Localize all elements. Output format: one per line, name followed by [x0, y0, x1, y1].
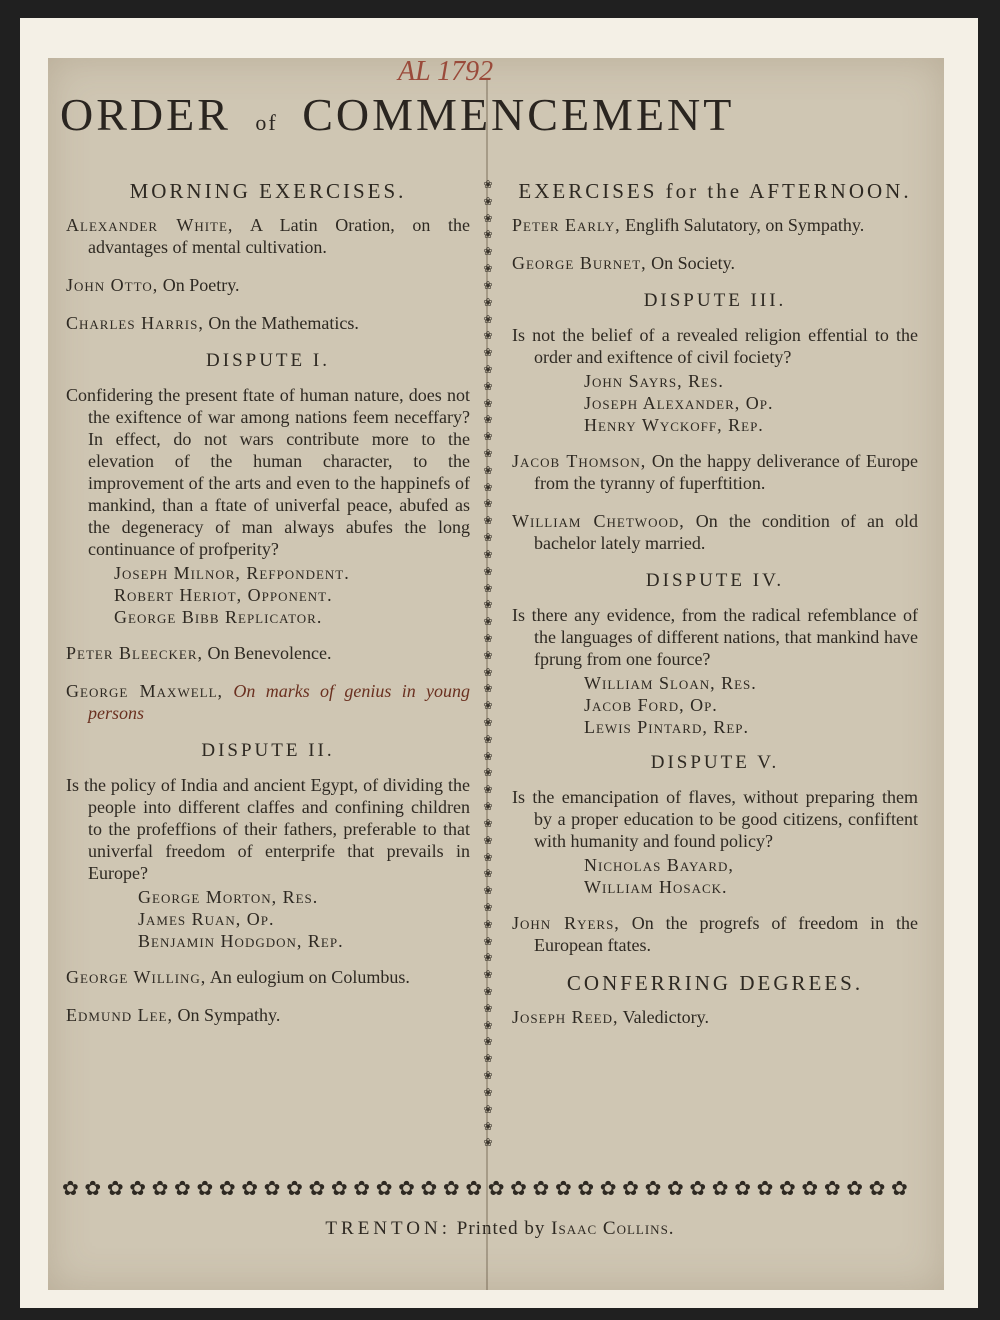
- dispute-4-heading: DISPUTE IV.: [645, 570, 785, 591]
- title-order: ORDER: [60, 89, 231, 140]
- ornament-flower-icon: ❀: [483, 481, 493, 494]
- afternoon-column: [512, 170, 918, 1044]
- handwritten-note: AL 1792: [398, 56, 494, 87]
- entry-bleecker: Peter Bleecker, On Benevolence.: [66, 643, 332, 663]
- ornament-flower-icon: ❀: [483, 565, 493, 578]
- ornament-flower-icon: ❀: [483, 180, 493, 191]
- entry-white: Alexander White, A Latin Oration, on the advantages of mental cultivation.: [66, 215, 470, 257]
- ornament-flower-icon: ❀: [483, 1070, 493, 1083]
- ornament-flower-icon: ❀: [483, 431, 493, 444]
- ornament-flower-icon: ❀: [483, 212, 493, 225]
- ornament-flower-icon: ❀: [483, 717, 493, 729]
- ornament-flower-icon: ❀: [483, 448, 493, 460]
- printer-imprint: [60, 1218, 940, 1240]
- ornament-flower-icon: ✿: [711, 1178, 729, 1200]
- ornament-flower-icon: ✿: [218, 1178, 236, 1200]
- entry-maxwell: George Maxwell, On marks of genius in young persons: [66, 681, 471, 723]
- ornament-flower-icon: ❀: [483, 649, 493, 662]
- ornament-flower-icon: ❀: [483, 532, 493, 545]
- ornament-flower-icon: ✿: [599, 1178, 617, 1200]
- ornament-flower-icon: ❀: [483, 666, 493, 679]
- ornament-flower-icon: ✿: [487, 1178, 505, 1200]
- participant: Joseph Alexander, Op.: [584, 393, 774, 413]
- ornament-flower-icon: ❀: [483, 986, 493, 998]
- entry-reed: Joseph Reed, Valedictory.: [512, 1007, 709, 1027]
- ornament-column-rule: [482, 180, 494, 1150]
- ornament-flower-icon: ❀: [483, 313, 493, 326]
- participant: William Hosack.: [584, 877, 728, 897]
- ornament-flower-icon: ✿: [196, 1178, 214, 1200]
- afternoon-heading: EXERCISES for the AFTERNOON.: [518, 179, 912, 203]
- ornament-flower-icon: ✿: [398, 1178, 415, 1200]
- ornament-flower-icon: ✿: [666, 1178, 684, 1200]
- entry-chetwood: William Chetwood, On the condition of an old bachelor lately married.: [512, 511, 919, 553]
- participant: Benjamin Hodgdon, Rep.: [138, 931, 344, 951]
- dispute-3-question: Is not the belief of a revealed religion effential to the order and exiftence of civil fociety?: [512, 325, 918, 367]
- morning-heading: MORNING EXERCISES.: [129, 179, 407, 203]
- ornament-flower-icon: ✿: [891, 1178, 908, 1200]
- ornament-flower-icon: ❀: [483, 548, 493, 561]
- participant: George Bibb Replicator.: [114, 607, 323, 627]
- ornament-flower-icon: ✿: [330, 1178, 348, 1200]
- ornament-flower-icon: ❀: [483, 195, 493, 208]
- ornament-flower-icon: ❀: [483, 363, 493, 376]
- ornament-flower-icon: ✿: [353, 1178, 371, 1200]
- ornament-flower-icon: ✿: [84, 1178, 102, 1200]
- ornament-flower-icon: ❀: [483, 851, 493, 864]
- dispute-3-heading: DISPUTE III.: [643, 290, 787, 311]
- entry-thomson: Jacob Thomson, On the happy deliverance of Europe from the tyranny of fuperftition.: [512, 451, 918, 493]
- participant: James Ruan, Op.: [138, 909, 275, 929]
- ornament-flower-icon: ✿: [644, 1178, 662, 1200]
- ornament-flower-icon: ✿: [174, 1178, 191, 1200]
- conferring-heading: CONFERRING DEGREES.: [566, 971, 864, 995]
- ornament-flower-icon: ❀: [483, 952, 493, 965]
- entry-early: Peter Early, Englifh Salutatory, on Sympathy.: [512, 215, 865, 235]
- ornament-flower-icon: ✿: [622, 1178, 639, 1200]
- ornament-flower-icon: ✿: [442, 1178, 460, 1200]
- dispute-4-participants: [512, 672, 918, 738]
- ornament-flower-icon: ❀: [483, 1086, 493, 1099]
- ornament-flower-icon: ✿: [375, 1178, 393, 1200]
- participant: Robert Heriot, Opponent.: [114, 585, 333, 605]
- ornament-flower-icon: ❀: [483, 683, 493, 696]
- ornament-flower-icon: ❀: [483, 246, 493, 259]
- ornament-flower-icon: ❀: [483, 263, 493, 276]
- participant: Lewis Pintard, Rep.: [584, 717, 750, 737]
- dispute-1-question: Confidering the present ftate of human nature, does not the exiftence of war among nations feem neceffary? In effect, do not wars contribute more to the elevation of the human character, to the improvement of the arts and even to the happinefs of mankind, than a ftate of univerfal peace, abufed as the degeneracy of man always abufes the long continuance of profperity?: [66, 385, 470, 559]
- ornament-flower-icon: ✿: [263, 1178, 281, 1200]
- imprint-text: Printed by: [451, 1218, 552, 1239]
- ornament-flower-icon: ❀: [483, 1036, 493, 1049]
- ornament-flower-icon: ❀: [483, 834, 493, 847]
- dispute-5-question: Is the emancipation of flaves, without preparing them by a proper education to be good citizens, confiftent with humanity and found policy?: [512, 787, 918, 851]
- ornament-flower-icon: ✿: [129, 1178, 146, 1200]
- ornament-flower-icon: ❀: [483, 868, 493, 881]
- ornament-flower-icon: ✿: [734, 1178, 751, 1200]
- ornament-flower-icon: ❀: [483, 229, 493, 242]
- ornament-flower-icon: ❀: [483, 632, 493, 645]
- ornament-flower-icon: ❀: [483, 279, 493, 292]
- ornament-flower-icon: ❀: [483, 296, 493, 309]
- ornament-flower-icon: ❀: [483, 1053, 493, 1066]
- ornament-flower-icon: ❀: [483, 1120, 493, 1133]
- ornament-border-row: [62, 1176, 908, 1201]
- ornament-flower-icon: ❀: [483, 397, 493, 410]
- ornament-flower-icon: ❀: [483, 582, 493, 595]
- ornament-flower-icon: ❀: [483, 414, 493, 427]
- ornament-flower-icon: ✿: [510, 1178, 527, 1200]
- participant: John Sayrs, Res.: [584, 371, 724, 391]
- participant: Henry Wyckoff, Rep.: [584, 415, 764, 435]
- ornament-flower-icon: ✿: [151, 1178, 169, 1200]
- ornament-flower-icon: ❀: [483, 1019, 493, 1032]
- entry-harris: Charles Harris, On the Mathematics.: [66, 313, 359, 333]
- dispute-2-heading: DISPUTE II.: [201, 740, 335, 761]
- dispute-2-participants: [66, 886, 470, 952]
- dispute-2-question: Is the policy of India and ancient Egypt, of dividing the people into different claffes and confining children to the profeffions of their fathers, preferable to that univerfal freedom of enterprife that prevails in Europe?: [66, 775, 470, 883]
- participant: Jacob Ford, Op.: [584, 695, 718, 715]
- ornament-flower-icon: ✿: [106, 1178, 124, 1200]
- morning-column: [66, 170, 470, 1042]
- ornament-flower-icon: ❀: [483, 515, 493, 528]
- ornament-flower-icon: ❀: [483, 767, 493, 780]
- participant: George Morton, Res.: [138, 887, 319, 907]
- imprint-town: TRENTON:: [325, 1218, 452, 1239]
- ornament-flower-icon: ✿: [465, 1178, 483, 1200]
- ornament-flower-icon: ✿: [308, 1178, 326, 1200]
- imprint-printer: Isaac Collins.: [551, 1218, 675, 1239]
- ornament-flower-icon: ❀: [483, 935, 493, 948]
- ornament-flower-icon: ✿: [241, 1178, 259, 1200]
- dispute-4-question: Is there any evidence, from the radical refemblance of the languages of different nations, that mankind have fprung from one fource?: [512, 605, 918, 669]
- ornament-flower-icon: ✿: [554, 1178, 572, 1200]
- ornament-flower-icon: ❀: [483, 330, 493, 343]
- ornament-flower-icon: ❀: [483, 801, 493, 814]
- ornament-flower-icon: ❀: [483, 784, 493, 797]
- dispute-1-participants: [66, 562, 470, 628]
- ornament-flower-icon: ❀: [483, 347, 493, 360]
- ornament-flower-icon: ✿: [846, 1178, 863, 1200]
- entry-burnet: George Burnet, On Society.: [512, 253, 735, 273]
- title-of: of: [255, 110, 278, 135]
- ornament-flower-icon: ❀: [483, 599, 493, 612]
- entry-lee: Edmund Lee, On Sympathy.: [66, 1005, 281, 1025]
- entry-otto: John Otto, On Poetry.: [66, 275, 240, 295]
- ornament-flower-icon: ❀: [483, 750, 493, 763]
- dispute-5-participants: [512, 854, 918, 898]
- participant: Joseph Milnor, Refpondent.: [114, 563, 350, 583]
- dispute-1-heading: DISPUTE I.: [206, 350, 330, 371]
- ornament-flower-icon: ❀: [483, 733, 493, 746]
- ornament-flower-icon: ✿: [689, 1178, 707, 1200]
- ornament-flower-icon: ✿: [420, 1178, 438, 1200]
- ornament-flower-icon: ✿: [62, 1178, 79, 1200]
- ornament-flower-icon: ✿: [868, 1178, 886, 1200]
- ornament-flower-icon: ❀: [483, 969, 493, 982]
- dispute-3-participants: [512, 370, 918, 436]
- ornament-flower-icon: ✿: [756, 1178, 774, 1200]
- ornament-flower-icon: ✿: [532, 1178, 550, 1200]
- ornament-flower-icon: ❀: [483, 616, 493, 629]
- ornament-flower-icon: ❀: [483, 901, 493, 914]
- entry-ryers: John Ryers, On the progrefs of freedom in the European ftates.: [512, 913, 919, 955]
- ornament-flower-icon: ❀: [483, 1002, 493, 1015]
- ornament-flower-icon: ✿: [577, 1178, 595, 1200]
- entry-willing: George Willing, An eulogium on Columbus.: [66, 967, 410, 987]
- ornament-flower-icon: ✿: [286, 1178, 303, 1200]
- dispute-5-heading: DISPUTE V.: [650, 752, 780, 773]
- ornament-flower-icon: ❀: [483, 700, 493, 713]
- ornament-flower-icon: ✿: [823, 1178, 841, 1200]
- ornament-flower-icon: ❀: [483, 1137, 493, 1150]
- ornament-flower-icon: ✿: [801, 1178, 819, 1200]
- ornament-flower-icon: ❀: [483, 498, 493, 511]
- participant: Nicholas Bayard,: [584, 855, 734, 875]
- ornament-flower-icon: ❀: [483, 918, 493, 931]
- title-commencement: COMMENCEMENT: [302, 89, 735, 140]
- ornament-flower-icon: ❀: [483, 885, 493, 898]
- page-title: [60, 88, 940, 141]
- ornament-flower-icon: ✿: [779, 1178, 796, 1200]
- ornament-flower-icon: ❀: [483, 1103, 493, 1116]
- ornament-flower-icon: ❀: [483, 817, 493, 830]
- ornament-flower-icon: ❀: [483, 464, 493, 477]
- participant: William Sloan, Res.: [584, 673, 757, 693]
- ornament-flower-icon: ❀: [483, 380, 493, 393]
